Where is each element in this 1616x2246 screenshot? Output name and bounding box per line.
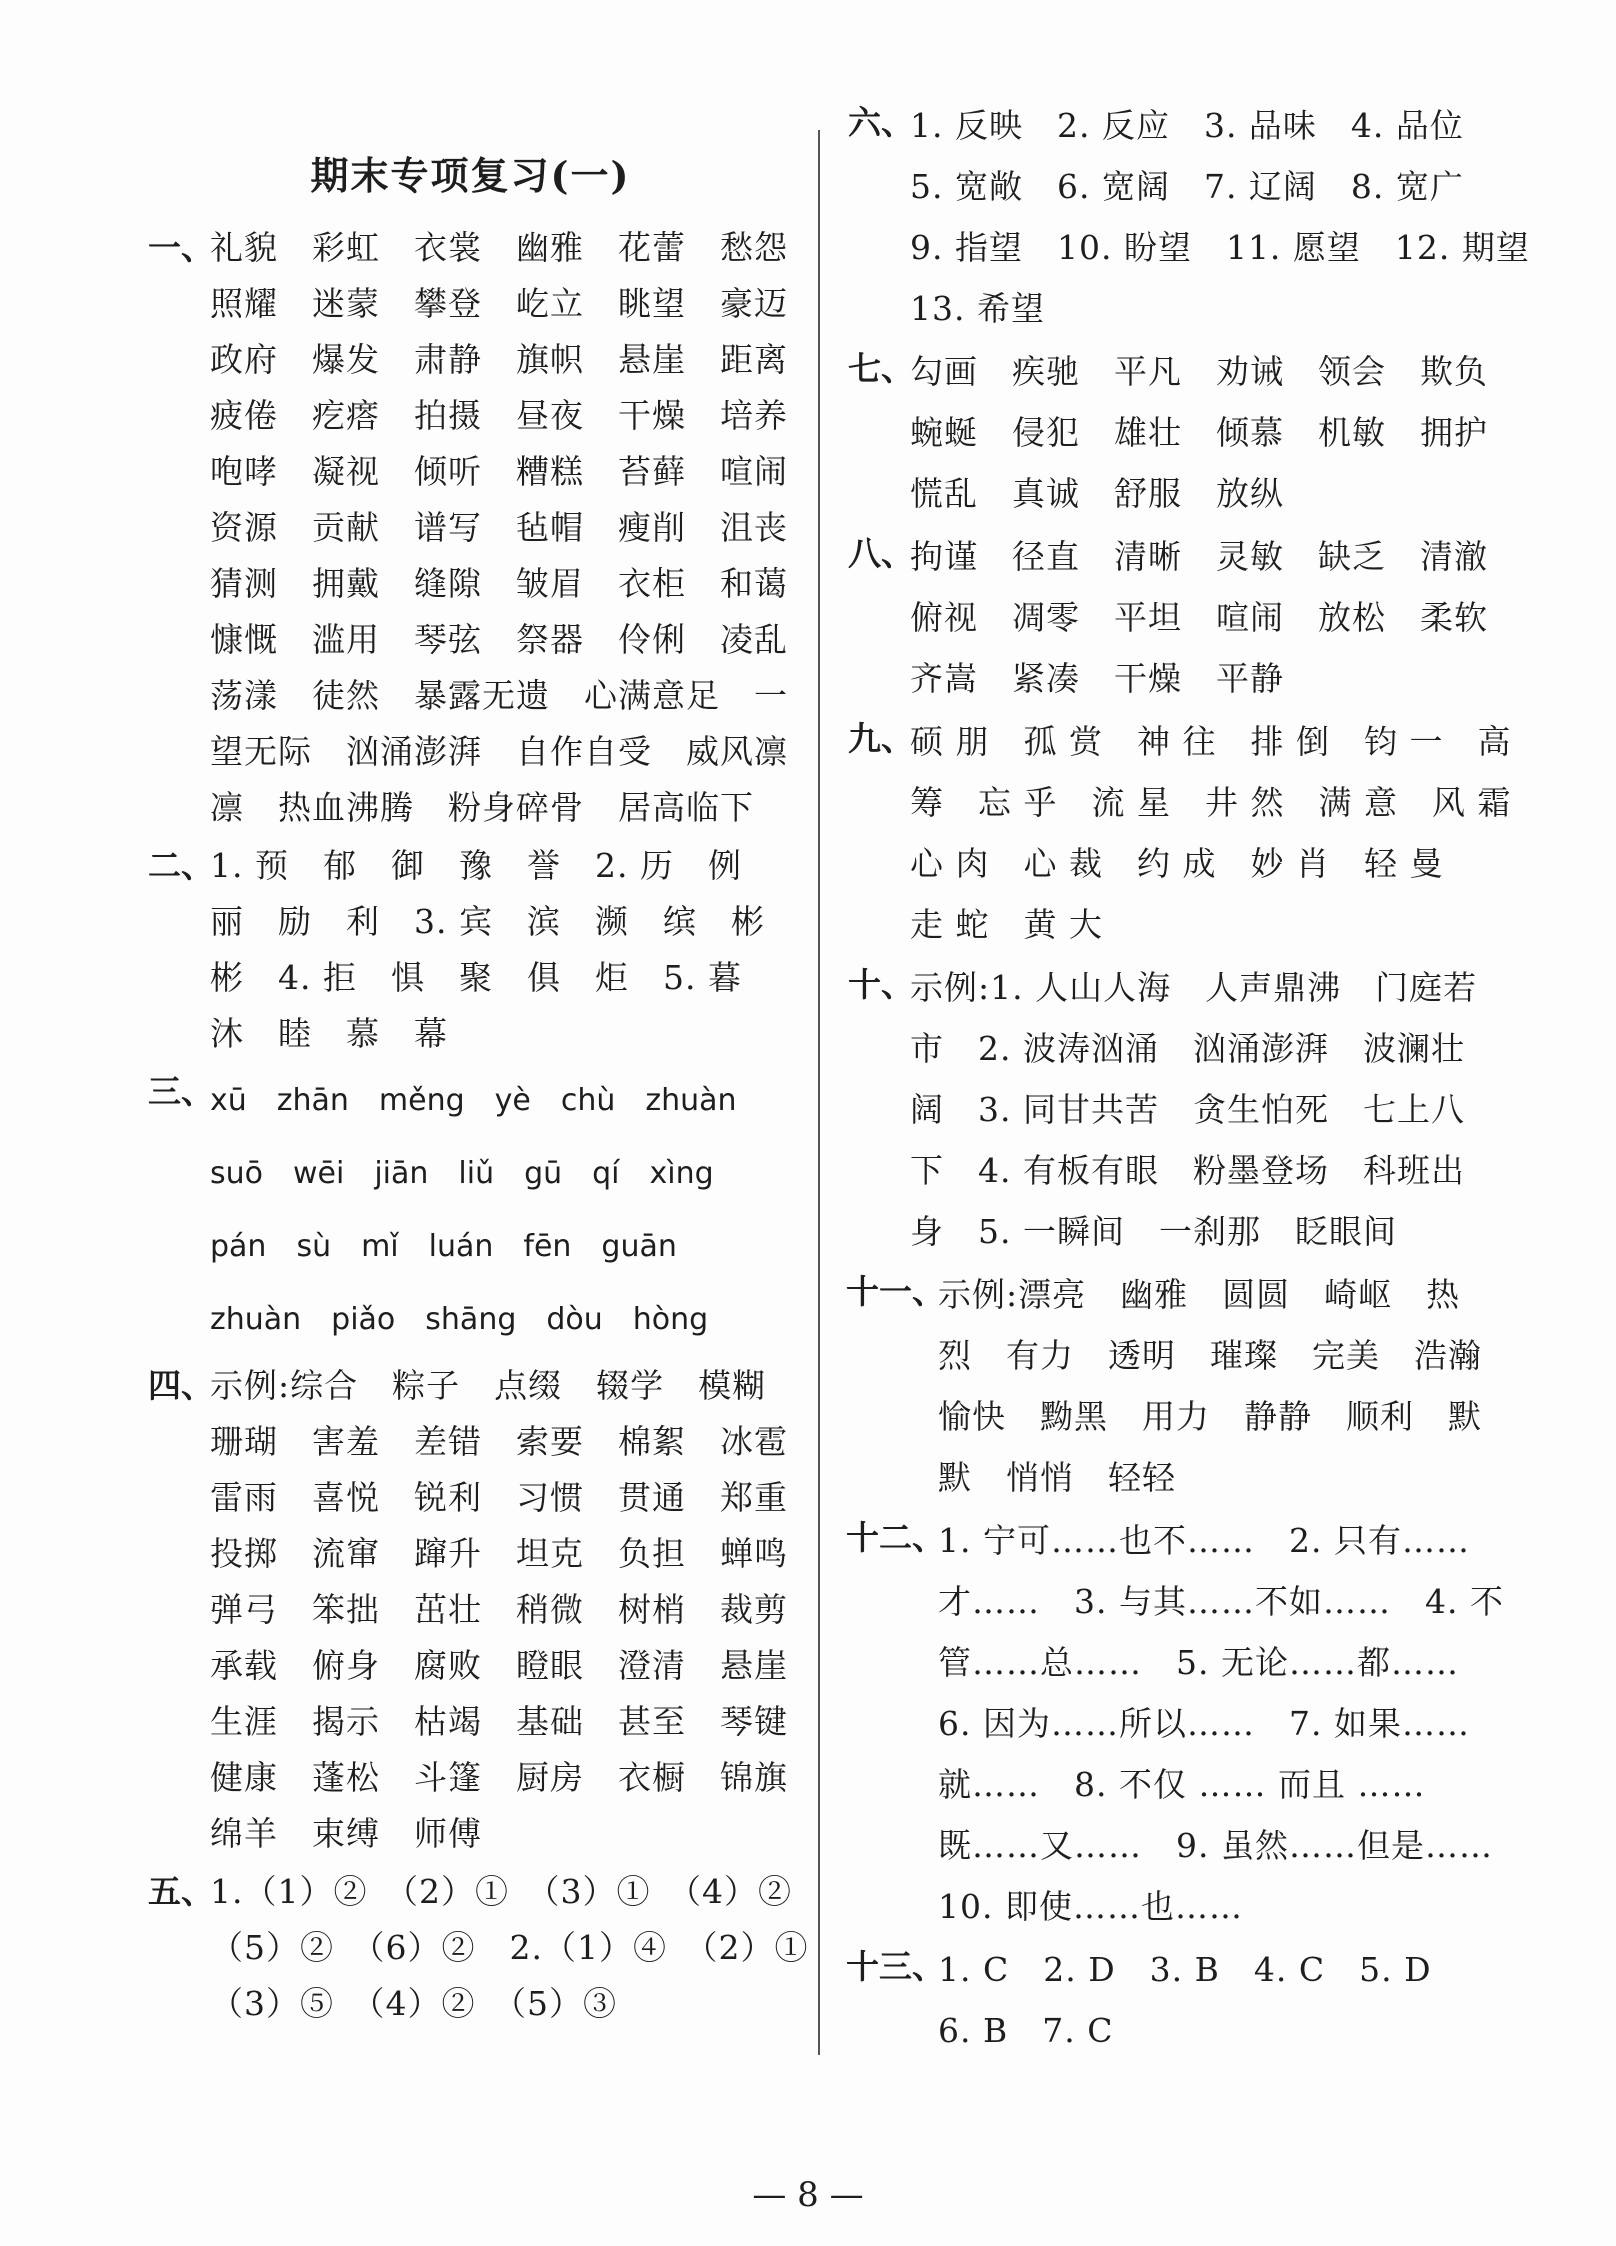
page-title: 期末专项复习(一) — [310, 153, 631, 198]
right-section — [846, 1510, 1504, 1937]
section-number: 十一、 — [846, 1272, 945, 1311]
answer-line: 沐 睦 慕 幕 — [210, 1014, 448, 1053]
answer-line: 10. 即使……也…… — [938, 1887, 1243, 1926]
section-number: 二、 — [148, 846, 214, 885]
answer-line: 示例:1. 人山人海 人声鼎沸 门庭若 — [910, 968, 1478, 1007]
answer-line: 默 悄悄 轻轻 — [938, 1458, 1176, 1497]
answer-line: 1.（1）② （2）① （3）① （4）② — [210, 1872, 792, 1911]
answer-line: 6. B 7. C — [938, 2011, 1114, 2050]
left-sections — [148, 220, 809, 2032]
answer-line: 阔 3. 同甘共苦 贪生怕死 七上八 — [910, 1090, 1465, 1129]
left-section — [148, 1358, 793, 1862]
answer-line: 咆哮 凝视 倾听 糟糕 苔藓 喧闹 — [210, 452, 788, 491]
answer-line: xū zhān měng yè chù zhuàn — [210, 1083, 737, 1118]
right-column — [846, 95, 1530, 2063]
answer-line: 丽 励 利 3. 宾 滨 濒 缤 彬 — [210, 902, 765, 941]
right-section — [848, 1939, 1493, 2061]
answer-line: 6. 因为……所以…… 7. 如果…… — [938, 1704, 1470, 1743]
answer-line: （3）⑤ （4）② （5）③ — [210, 1984, 617, 2023]
answer-line: 1. 预 郁 御 豫 誉 2. 历 例 — [210, 846, 742, 885]
section-number: 十二、 — [846, 1518, 945, 1557]
answer-line: 照耀 迷蒙 攀登 屹立 眺望 豪迈 — [210, 284, 788, 323]
page-number: — 8 — — [752, 2175, 864, 2215]
right-sections — [846, 95, 1530, 2061]
answer-line: 示例:漂亮 幽雅 圆圆 崎岖 热 — [938, 1275, 1461, 1314]
section-number: 五、 — [148, 1872, 214, 1911]
section-number: 八、 — [848, 534, 914, 573]
answer-line: 彬 4. 拒 惧 聚 俱 炬 5. 暮 — [210, 958, 742, 997]
answer-line: 投掷 流窜 蹿升 坦克 负担 蝉鸣 — [210, 1534, 788, 1573]
answer-line: 13. 希望 — [910, 289, 1045, 328]
answer-line: 拘谨 径直 清晰 灵敏 缺乏 清澈 — [910, 537, 1488, 576]
section-number: 一、 — [148, 228, 214, 267]
answer-line: 弹弓 笨拙 茁壮 稍微 树梢 裁剪 — [210, 1590, 788, 1629]
right-section — [848, 95, 1530, 339]
answer-line: 雷雨 喜悦 锐利 习惯 贯通 郑重 — [210, 1478, 788, 1517]
right-section — [848, 957, 1493, 1262]
answer-line: 生涯 揭示 枯竭 基础 甚至 琴键 — [210, 1702, 788, 1741]
section-number: 九、 — [848, 719, 914, 758]
answer-line: 慌乱 真诚 舒服 放纵 — [910, 474, 1284, 513]
answer-line: 猜测 拥戴 缝隙 皱眉 衣柜 和蔼 — [210, 564, 788, 603]
answer-line: 慷慨 滥用 琴弦 祭器 伶俐 凌乱 — [210, 620, 788, 659]
section-number: 七、 — [848, 349, 914, 388]
answer-line: 荡漾 徒然 暴露无遗 心满意足 一 — [210, 676, 788, 715]
answer-line: 勾画 疾驰 平凡 劝诫 领会 欺负 — [910, 352, 1488, 391]
answer-line: 管……总…… 5. 无论……都…… — [938, 1643, 1459, 1682]
answer-line: 承载 俯身 腐败 瞪眼 澄清 悬崖 — [210, 1646, 788, 1685]
answer-line: 愉快 黝黑 用力 静静 顺利 默 — [938, 1397, 1482, 1436]
answer-line: suō wēi jiān liǔ gū qí xìng — [210, 1156, 714, 1191]
answer-line: 蜿蜒 侵犯 雄壮 倾慕 机敏 拥护 — [910, 413, 1488, 452]
answer-line: 硕 朋 孤 赏 神 往 排 倒 钧 一 高 — [910, 722, 1512, 761]
answer-line: 齐嵩 紧凑 干燥 平静 — [910, 659, 1284, 698]
section-number: 三、 — [148, 1072, 214, 1111]
answer-line: 1. 反映 2. 反应 3. 品味 4. 品位 — [910, 106, 1464, 145]
left-section — [148, 1064, 793, 1356]
left-section — [148, 1864, 809, 2032]
answer-line: 身 5. 一瞬间 一刹那 眨眼间 — [910, 1212, 1397, 1251]
answer-line: 凛 热血沸腾 粉身碎骨 居高临下 — [210, 788, 754, 827]
answer-line: 既……又…… 9. 虽然……但是…… — [938, 1826, 1493, 1865]
left-column — [148, 95, 809, 2034]
answer-line: 健康 蓬松 斗篷 厨房 衣橱 锦旗 — [210, 1758, 788, 1797]
answer-line: 烈 有力 透明 璀璨 完美 浩瀚 — [938, 1336, 1482, 1375]
answer-line: pán sù mǐ luán fēn guān — [210, 1229, 677, 1264]
answer-line: 心 肉 心 裁 约 成 妙 肖 轻 曼 — [910, 844, 1444, 883]
section-number: 十三、 — [846, 1947, 945, 1986]
answer-line: 俯视 凋零 平坦 喧闹 放松 柔软 — [910, 598, 1488, 637]
answer-line: 示例:综合 粽子 点缀 辍学 模糊 — [210, 1366, 767, 1405]
answer-line: 5. 宽敞 6. 宽阔 7. 辽阔 8. 宽广 — [910, 167, 1464, 206]
answer-line: 筹 忘 乎 流 星 井 然 满 意 风 霜 — [910, 783, 1512, 822]
answer-line: 1. 宁可……也不…… 2. 只有…… — [938, 1521, 1470, 1560]
answer-line: 政府 爆发 肃静 旗帜 悬崖 距离 — [210, 340, 788, 379]
answer-line: 疲倦 疙瘩 拍摄 昼夜 干燥 培养 — [210, 396, 788, 435]
section-number: 六、 — [848, 103, 914, 142]
answer-line: 9. 指望 10. 盼望 11. 愿望 12. 期望 — [910, 228, 1530, 267]
answer-line: 绵羊 束缚 师傅 — [210, 1814, 482, 1853]
answer-line: 下 4. 有板有眼 粉墨登场 科班出 — [910, 1151, 1465, 1190]
column-divider — [818, 130, 820, 2055]
answer-line: 走 蛇 黄 大 — [910, 905, 1103, 944]
section-number: 四、 — [148, 1366, 214, 1405]
answer-line: 资源 贡献 谱写 毡帽 瘦削 沮丧 — [210, 508, 788, 547]
answer-line: 珊瑚 害羞 差错 索要 棉絮 冰雹 — [210, 1422, 788, 1461]
answer-line: （5）② （6）② 2.（1）④ （2）① — [210, 1928, 809, 1967]
right-section — [848, 526, 1493, 709]
right-section — [848, 1264, 1493, 1508]
answer-line: 就…… 8. 不仅 …… 而且 …… — [938, 1765, 1426, 1804]
answer-line: zhuàn piǎo shāng dòu hòng — [210, 1302, 709, 1337]
answer-line: 望无际 汹涌澎湃 自作自受 威风凛 — [210, 732, 788, 771]
section-number: 十、 — [848, 965, 914, 1004]
answer-line: 礼貌 彩虹 衣裳 幽雅 花蕾 愁怨 — [210, 228, 788, 267]
left-section — [148, 838, 793, 1062]
answer-line: 才…… 3. 与其……不如…… 4. 不 — [938, 1582, 1504, 1621]
right-section — [848, 711, 1512, 955]
left-section — [148, 220, 793, 836]
right-section — [848, 341, 1493, 524]
answer-line: 1. C 2. D 3. B 4. C 5. D — [938, 1950, 1432, 1989]
answer-line: 市 2. 波涛汹涌 汹涌澎湃 波澜壮 — [910, 1029, 1465, 1068]
